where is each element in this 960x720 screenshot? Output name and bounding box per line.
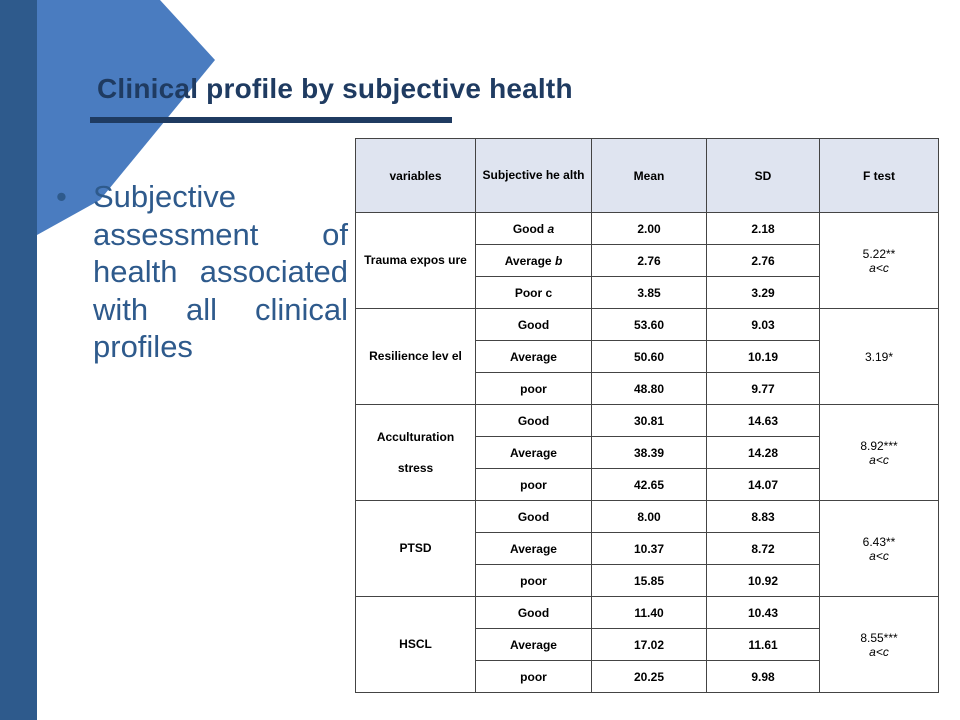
cell-sd: 14.63 — [707, 405, 820, 437]
cell-subjective-health — [476, 405, 592, 437]
cell-mean: 38.39 — [592, 437, 707, 469]
header-mean: Mean — [592, 139, 707, 213]
level-label: Average — [510, 637, 557, 652]
table-row — [356, 213, 939, 245]
cell-subjective-health — [476, 277, 592, 309]
cell-sd: 2.76 — [707, 245, 820, 277]
cell-sd: 8.83 — [707, 501, 820, 533]
cell-mean: 30.81 — [592, 405, 707, 437]
header-f-test: F test — [820, 139, 939, 213]
cell-variable: HSCL — [356, 597, 476, 693]
cell-f-test — [820, 405, 939, 501]
table-row — [356, 597, 939, 629]
cell-variable: PTSD — [356, 501, 476, 597]
cell-mean: 3.85 — [592, 277, 707, 309]
level-label: Average — [510, 445, 557, 460]
cell-mean: 8.00 — [592, 501, 707, 533]
cell-subjective-health — [476, 213, 592, 245]
cell-mean: 2.76 — [592, 245, 707, 277]
cell-mean: 20.25 — [592, 661, 707, 693]
f-test-contrast: a<c — [869, 644, 889, 659]
level-tag: b — [554, 253, 563, 268]
table-row — [356, 309, 939, 341]
level-tag: a — [547, 221, 555, 236]
cell-subjective-health — [476, 597, 592, 629]
cell-subjective-health — [476, 309, 592, 341]
clinical-profile-table — [355, 138, 939, 693]
level-label: Good — [517, 509, 550, 524]
f-test-value: 3.19* — [864, 349, 894, 364]
cell-sd: 9.03 — [707, 309, 820, 341]
cell-variable: Acculturation stress — [356, 405, 476, 501]
cell-sd: 10.43 — [707, 597, 820, 629]
cell-subjective-health — [476, 661, 592, 693]
table-row — [356, 501, 939, 533]
cell-sd: 10.92 — [707, 565, 820, 597]
cell-subjective-health — [476, 373, 592, 405]
header-variables: variables — [356, 139, 476, 213]
slide-title: Clinical profile by subjective health — [97, 73, 573, 104]
cell-subjective-health — [476, 629, 592, 661]
level-label: poor — [520, 381, 547, 396]
bullet-text: Subjective assessment of health associated with all clinical profiles — [93, 179, 348, 364]
cell-mean: 53.60 — [592, 309, 707, 341]
f-test-contrast: a<c — [869, 548, 889, 563]
header-subjective-health: Subjective he alth — [476, 139, 592, 213]
cell-mean: 11.40 — [592, 597, 707, 629]
cell-sd: 9.98 — [707, 661, 820, 693]
f-test-contrast: a<c — [869, 452, 889, 467]
level-label: Average — [510, 541, 557, 556]
bullet-list — [56, 178, 348, 366]
cell-subjective-health — [476, 469, 592, 501]
cell-sd: 3.29 — [707, 277, 820, 309]
cell-subjective-health — [476, 565, 592, 597]
cell-sd: 10.19 — [707, 341, 820, 373]
cell-subjective-health — [476, 245, 592, 277]
level-label: Poor c — [514, 285, 553, 300]
level-label: Average — [510, 349, 557, 364]
cell-mean: 50.60 — [592, 341, 707, 373]
cell-mean: 15.85 — [592, 565, 707, 597]
cell-sd: 14.07 — [707, 469, 820, 501]
level-label: Good — [517, 605, 550, 620]
cell-mean: 42.65 — [592, 469, 707, 501]
cell-mean: 2.00 — [592, 213, 707, 245]
cell-sd: 9.77 — [707, 373, 820, 405]
level-label: Good — [517, 317, 550, 332]
table-header-row — [356, 139, 939, 213]
f-test-value: 8.92*** — [860, 438, 898, 453]
cell-f-test — [820, 597, 939, 693]
bullet-dot-icon: • — [56, 179, 67, 214]
f-test-contrast: a<c — [869, 260, 889, 275]
cell-subjective-health — [476, 341, 592, 373]
cell-variable: Trauma expos ure — [356, 213, 476, 309]
cell-mean: 17.02 — [592, 629, 707, 661]
cell-subjective-health — [476, 533, 592, 565]
f-test-value: 5.22** — [862, 246, 896, 261]
level-label: Average — [504, 253, 552, 268]
level-label: poor — [520, 669, 547, 684]
level-label: poor — [520, 477, 547, 492]
f-test-value: 6.43** — [862, 534, 896, 549]
level-label: Good — [517, 413, 550, 428]
title-underline — [90, 117, 452, 123]
table-row — [356, 405, 939, 437]
cell-subjective-health — [476, 501, 592, 533]
cell-sd: 8.72 — [707, 533, 820, 565]
cell-sd: 14.28 — [707, 437, 820, 469]
cell-sd: 2.18 — [707, 213, 820, 245]
cell-mean: 10.37 — [592, 533, 707, 565]
header-sd: SD — [707, 139, 820, 213]
cell-f-test — [820, 501, 939, 597]
cell-mean: 48.80 — [592, 373, 707, 405]
cell-variable: Resilience lev el — [356, 309, 476, 405]
cell-f-test — [820, 309, 939, 405]
level-label: Good — [512, 221, 545, 236]
cell-subjective-health — [476, 437, 592, 469]
cell-sd: 11.61 — [707, 629, 820, 661]
f-test-value: 8.55*** — [860, 630, 898, 645]
cell-f-test — [820, 213, 939, 309]
level-label: poor — [520, 573, 547, 588]
